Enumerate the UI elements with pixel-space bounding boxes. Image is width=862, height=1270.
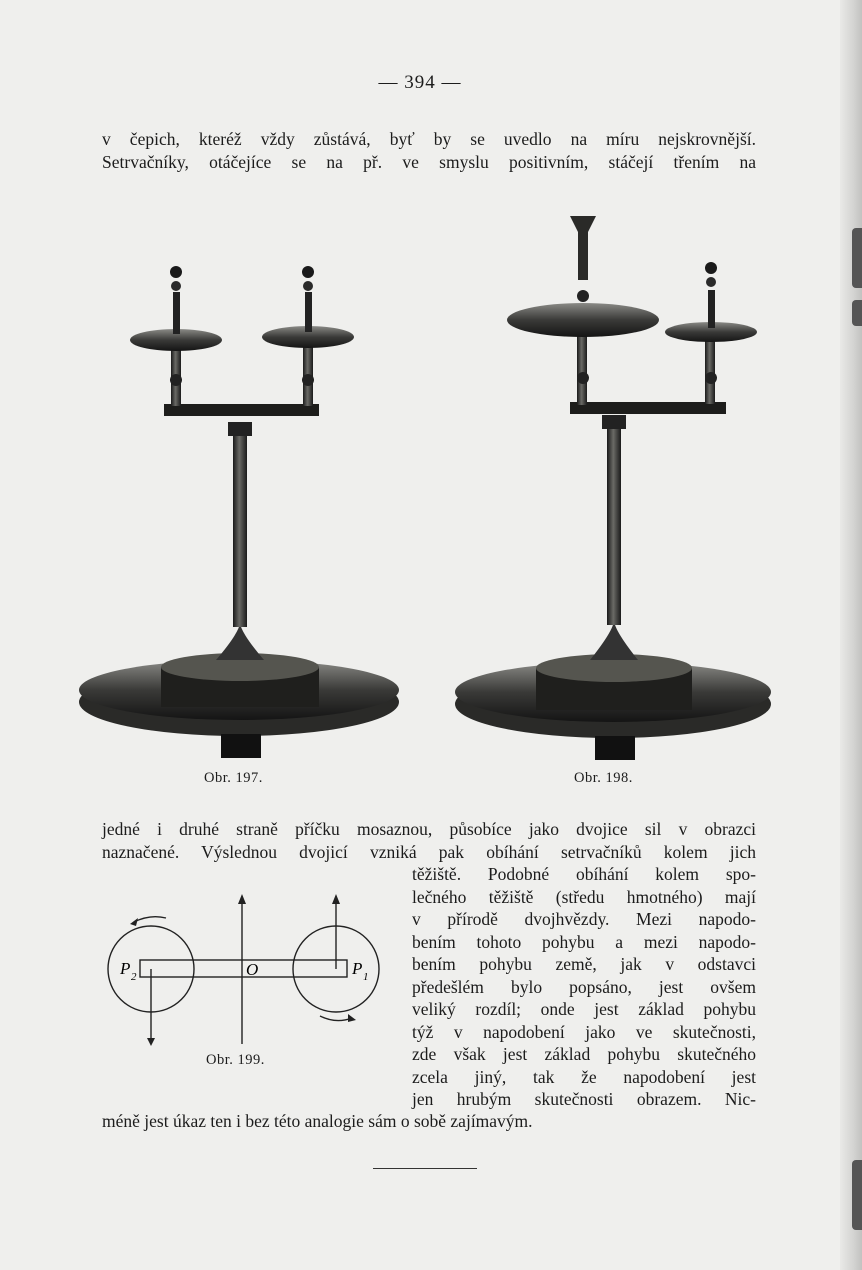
text-line: bením tohoto pohybu a mezi napodo- (412, 931, 756, 952)
text-line: jen hrubým skutečnosti obrazem. Nic- (412, 1089, 756, 1109)
page-tab-mark (852, 1160, 862, 1230)
wide-paragraph (102, 818, 756, 863)
text-line: v čepich, kteréž vždy zůstává, byť by se uvedlo na míru nejskrovnější. (102, 129, 756, 149)
section-divider (373, 1168, 477, 1169)
page-number: — 394 — (378, 72, 462, 93)
figure-198-caption: Obr. 198. (574, 770, 633, 786)
label-p1-sub: 1 (363, 971, 369, 983)
text-line: Setrvačníky, otáčejíce se na př. ve smyslu positivním, stáčejí třením na (102, 151, 756, 172)
top-paragraph (102, 128, 756, 173)
text-line: lečného těžiště (středu hmotného) mají (412, 886, 756, 907)
text-line: naznačené. Výslednou dvojicí vzniká pak obíhání setrvačníků kolem jich (102, 841, 756, 862)
figure-198-gyroscope-stand (452, 210, 776, 766)
text-line: zcela jiný, tak že napodobení jest (412, 1066, 756, 1087)
text-line: bením pohybu země, jak v odstavci (412, 954, 756, 974)
figure-199-caption: Obr. 199. (206, 1052, 265, 1068)
text-line: těžiště. Podobné obíhání kolem spo- (412, 864, 756, 884)
text-line: zde však jest základ pohybu skutečného (412, 1044, 756, 1064)
text-line: jedné i druhé straně příčku mosaznou, působíce jako dvojice sil v obrazci (102, 819, 756, 839)
text-line: předešlém bylo popsáno, jest ovšem (412, 976, 756, 997)
text-line: méně jest úkaz ten i bez této analogie sám o sobě zajímavým. (102, 1111, 533, 1131)
figure-197-caption: Obr. 197. (204, 770, 263, 786)
figure-199-diagram (100, 888, 400, 1048)
label-p2-sub: 2 (131, 971, 137, 983)
text-line: v přírodě dvojhvězdy. Mezi napodo- (412, 909, 756, 929)
side-paragraph (412, 863, 756, 1111)
label-p1: P (352, 959, 363, 978)
page-edge (840, 0, 862, 1270)
text-line: týž v napodobení jako ve skutečnosti, (412, 1021, 756, 1042)
last-line (102, 1110, 756, 1133)
page-tab-mark (852, 228, 862, 288)
figure-197-gyroscope-stand (76, 262, 406, 764)
page-tab-mark (852, 300, 862, 326)
label-p2: P (120, 959, 131, 978)
text-line: veliký rozdíl; onde jest základ pohybu (412, 999, 756, 1019)
label-o: O (246, 960, 259, 979)
